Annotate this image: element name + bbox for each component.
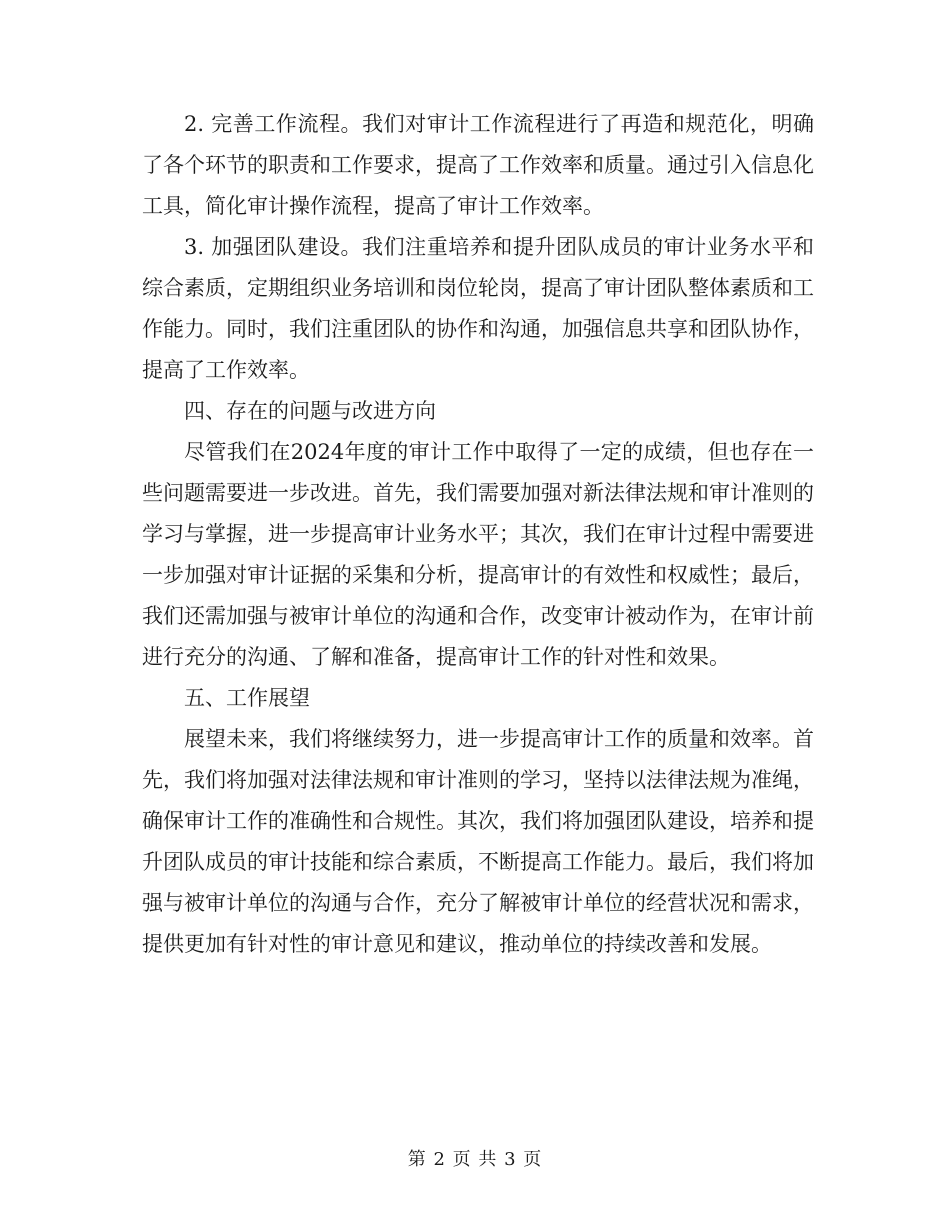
paragraph-problems: 尽管我们在2024年度的审计工作中取得了一定的成绩，但也存在一些问题需要进一步改进。首先，我们需要加强对新法律法规和审计准则的学习与掌握，进一步提高审计业务水平；其次，我们在审计过程中需要进一步加强对审计证据的采集和分析，提高审计的有效性和权威性；最后，我们还需加强与被审计单位的沟通和合作，改变审计被动作为，在审计前进行充分的沟通、了解和准备，提高审计工作的针对性和效果。 (142, 440, 814, 669)
paragraph-workflow: 2. 完善工作流程。我们对审计工作流程进行了再造和规范化，明确了各个环节的职责和工作要求，提高了工作效率和质量。通过引入信息化工具，简化审计操作流程，提高了审计工作效率。 (142, 112, 814, 218)
document-body (142, 104, 814, 965)
paragraph-team-building: 3. 加强团队建设。我们注重培养和提升团队成员的审计业务水平和综合素质，定期组织业务培训和岗位轮岗，提高了审计团队整体素质和工作能力。同时，我们注重团队的协作和沟通，加强信息共享和团队协作，提高了工作效率。 (142, 235, 814, 382)
page-number-footer: 第 2 页 共 3 页 (407, 1149, 543, 1170)
section-heading-outlook: 五、工作展望 (184, 686, 310, 710)
paragraph-outlook: 展望未来，我们将继续努力，进一步提高审计工作的质量和效率。首先，我们将加强对法律法规和审计准则的学习，坚持以法律法规为准绳，确保审计工作的准确性和合规性。其次，我们将加强团队建设，培养和提升团队成员的审计技能和综合素质，不断提高工作能力。最后，我们将加强与被审计单位的沟通与合作，充分了解被审计单位的经营状况和需求，提供更加有针对性的审计意见和建议，推动单位的持续改善和发展。 (142, 727, 814, 956)
section-heading-problems: 四、存在的问题与改进方向 (184, 399, 436, 423)
